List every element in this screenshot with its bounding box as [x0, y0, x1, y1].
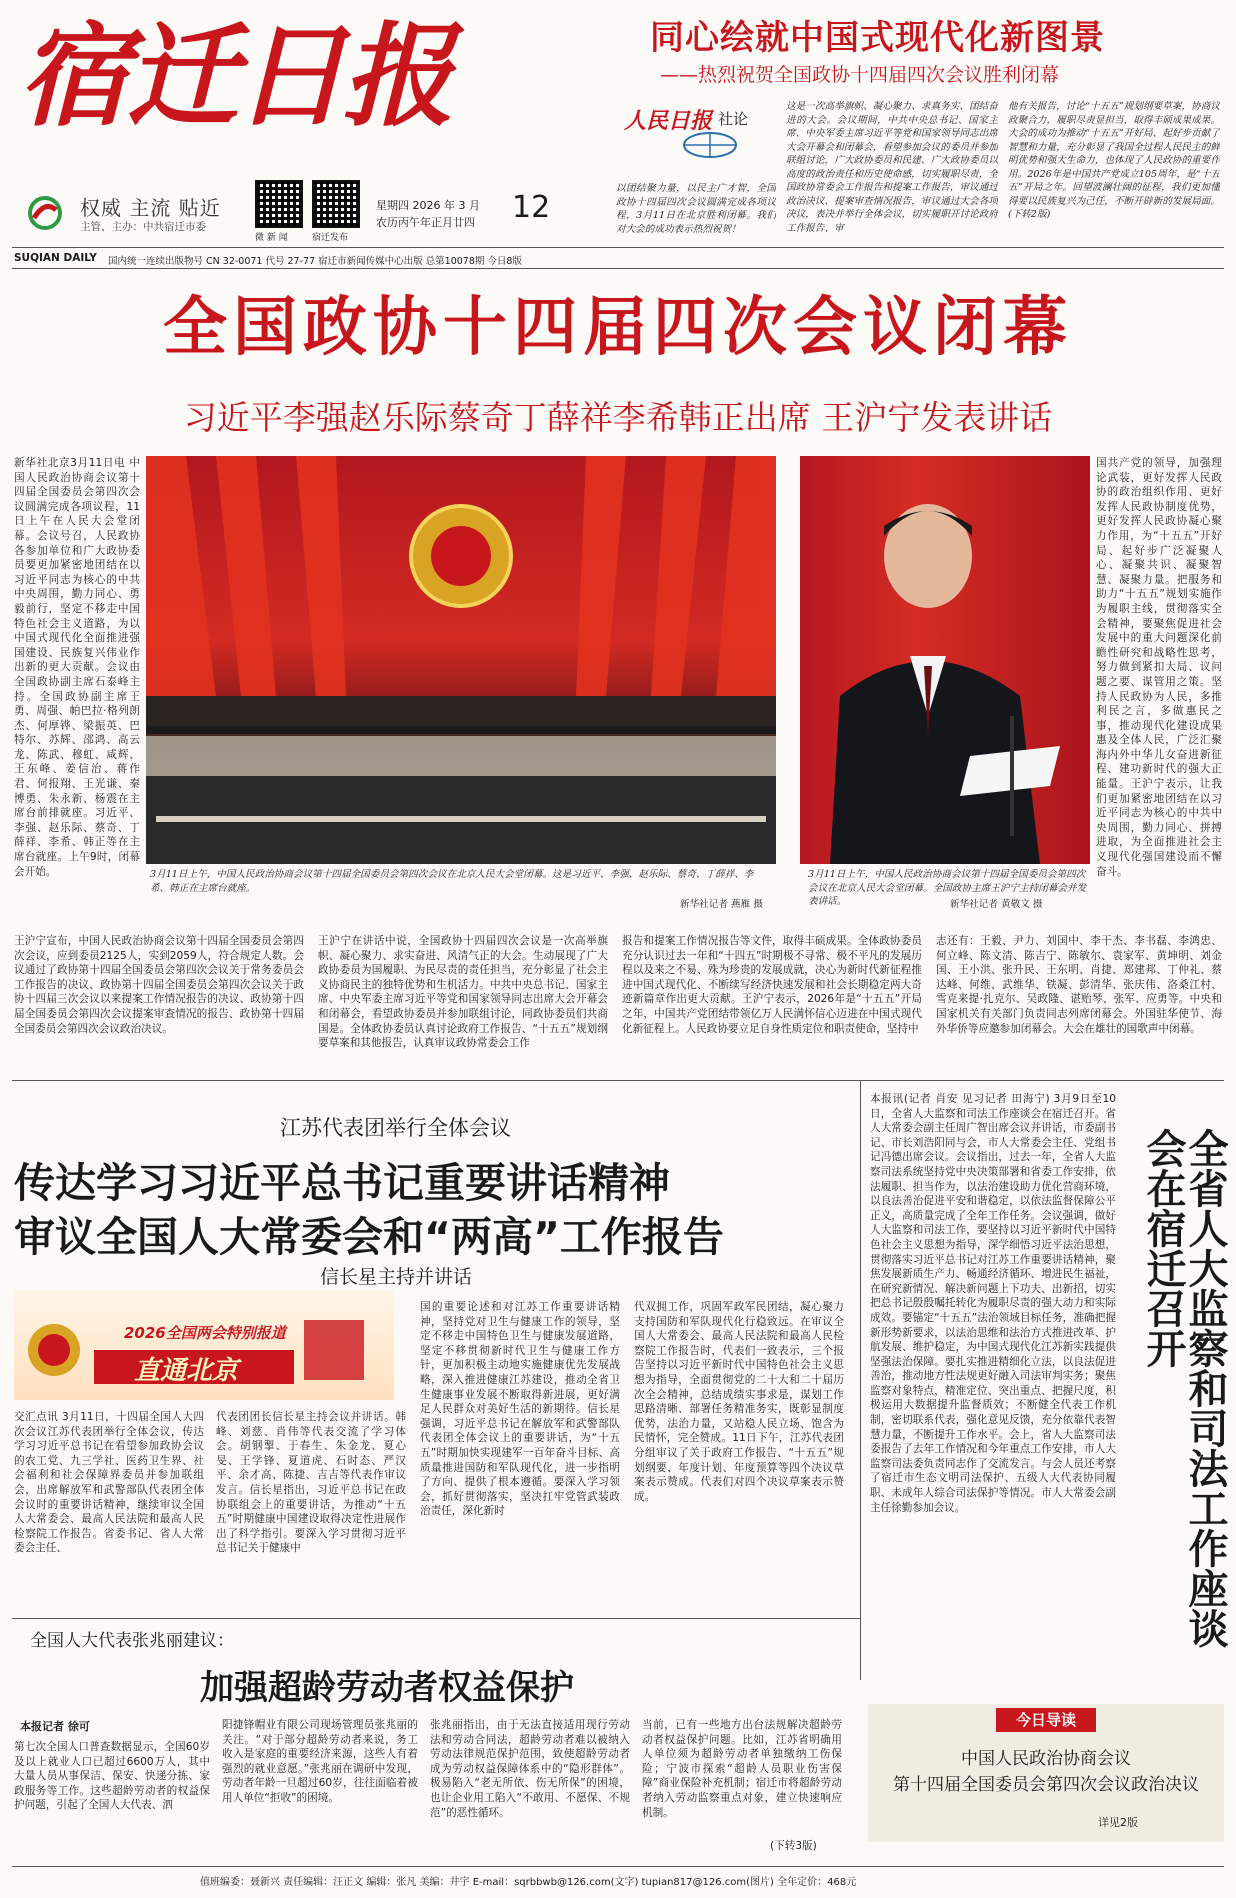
zhang-headline: 加强超龄劳动者权益保护: [200, 1668, 574, 1708]
guide-line1: 中国人民政治协商会议: [961, 1749, 1131, 1769]
jiangsu-col2: 代表团团长信长星主持会议并讲话。韩峰、刘慈、肖伟等代表交流了学习体会。胡钢掣、于春生、朱金龙、夏心旻、王学锋、夏道虎、石时态、严汉平、余才高、陈捷、吉吉等代表作审议发言。信长星指出，习近平总书记在政协联组会上的重要讲话，为推动“十五五”时期健康中国建设取得决定性进展作出了科学指引。要深入学习贯彻习近平总书记关于健康中: [216, 1411, 406, 1555]
newspaper-title: 宿迁日报: [18, 11, 450, 142]
divider: [12, 247, 1224, 248]
main-headline: 全国政协十四届四次会议闭幕: [163, 291, 1073, 365]
jiangsu-col1: 交汇点讯 3月11日，十四届全国人大四次会议江苏代表团举行全体会议，传达学习习近平总书记在看望参加政协会议的农工党、九三学社、医药卫生界、社会福利和社会保障界委员并参加联组会，出席解放军和武警部队代表团全体会议时的重要讲话精神，继续审议全国人大常委会、最高人民法院和最高人民检察院工作报告。省委书记、省人大常委会主任、: [14, 1411, 204, 1555]
divider: [12, 1866, 1224, 1867]
zhang-col2: 阳捷锋帽业有限公司现场管理员张兆丽的关注。“对于部分超龄劳动者来说，务工收入是家庭的重要经济来源，这些人有着强烈的就业意愿。”张兆丽在调研中发现，劳动者年龄一旦超过60岁，往往面临着被用人单位“拒收”的困境。: [222, 1719, 418, 1804]
publication-info: 国内统一连续出版物号 CN 32-0071 代号 27-77 宿迁市新闻传媒中心出版 总第10078期 今日8版: [108, 256, 522, 267]
zhang-col1: 第七次全国人口普查数据显示，全国60岁及以上就业人口已超过6600万人，其中大量人员从事保洁、保安、快递分拣、家政服务等工作。这些超龄劳动者的权益保护问题，引起了全国人大代表、泗: [14, 1741, 210, 1812]
photo-speaker: [800, 456, 1090, 864]
divider: [12, 1080, 1224, 1081]
slogan-logo-icon: [28, 196, 62, 230]
special-report-logo: [14, 1290, 394, 1400]
banner-headline: 同心绘就中国式现代化新图景: [650, 18, 1105, 58]
main-story-col2: 王沪宁在讲话中说，全国政协十四届四次会议是一次高举旗帜、凝心聚力、求实奋进、风清气正的大会。生动展现了广大政协委员为国履职、为民尽责的责任担当，充分彰显了社会主义协商民主的独特优势和生机活力。中共中央总书记、国家主席、中央军委主席习近平等党和国家领导同志出席大会开幕会和闭幕会，看望政协委员并参加联组讨论，同政协委员们共商国是。全体政协委员认真讨论政府工作报告、“十五五”规划纲要草案和其他报告，认真审议政协常委会工作: [318, 935, 608, 1050]
jiangsu-headline-1: 传达学习习近平总书记重要讲话精神: [14, 1159, 670, 1207]
main-story-col4: 志还有：王毅、尹力、刘国中、李干杰、李书磊、李鸿忠、何立峰、陈文清、陈吉宁、陈敏尔、袁家军、黄坤明、刘金国、王小洪、张升民、王东明、肖捷、郑建邦、丁仲礼、蔡达峰、何维、武维华、铁凝、彭清华、张庆伟、洛桑江村、雪克来提·扎克尔、吴政隆、谌贻琴、张军、应勇等。中央和国家机关有关部门负责同志列席闭幕会。外国驻华使节、海外华侨等应邀参加闭幕会。大会在雄壮的国歌声中闭幕。: [936, 935, 1222, 1035]
divider: [12, 1618, 860, 1619]
jiangsu-kicker: 江苏代表团举行全体会议: [280, 1116, 511, 1140]
date-line: 星期四 2026 年 3 月: [376, 199, 480, 212]
guide-see-page-link[interactable]: 详见2版: [1098, 1816, 1138, 1829]
editorial-col1: 以团结聚力量，以民主广才智，全国政协十四届四次会议圆满完成各项议程，3月11日在北京胜利闭幕。我们对大会的成功表示热烈祝贺！: [616, 183, 776, 235]
sponsor: 主管、主办：中共宿迁市委: [80, 221, 206, 233]
special-report-title: 2026全国两会特别报道: [124, 1324, 286, 1342]
special-report-brand: 直通北京: [134, 1356, 239, 1386]
english-name: SUQIAN DAILY: [14, 252, 97, 264]
photo-caption-left: 3月11日上午，中国人民政治协商会议第十四届全国委员会第四次会议在北京人民大会堂闭幕。这是习近平、李强、赵乐际、蔡奇、丁薛祥、李希、韩正在主席台就座。: [150, 869, 754, 894]
editorial-label: 社论: [718, 110, 749, 128]
supervision-headline: 全省人大监察和司法工作座谈会在宿迁召开: [1140, 1128, 1228, 1648]
jiangsu-col4: 代双拥工作，巩固军政军民团结，凝心聚力支持国防和军队现代化行稳致远。在审议全国人大常委会、最高人民法院和最高人民检察院工作报告时，代表们一致表示，三个报告坚持以习近平新时代中国特色社会主义思想为指导，全面贯彻党的二十大和二十届历次全会精神，总结成绩实事求是，谋划工作思路清晰、部署任务精准务实，既彰显制度优势，法治力量，又站稳人民立场、饱含为民情怀，完全赞成。11日下午，江苏代表团分组审议了关于政府工作报告、“十五五”规划纲要、年度计划、年度预算等四个决议草案表示赞成。代表们对四个决议草案表示赞成。: [634, 1301, 844, 1503]
jiangsu-headline-2: 审议全国人大常委会和“两高”工作报告: [14, 1213, 724, 1261]
lunar-date: 农历丙午年正月廿四: [376, 216, 475, 229]
footer-credits: 值班编委：聂新兴 责任编辑：汪正文 编辑：张凡 美编：井宇 E-mail：sqrbbwb@126.com(文字) tupian817@126.com(图片) 全年定价：468元: [200, 1877, 857, 1888]
editorial-source: 人民日报: [624, 108, 713, 134]
editorial-col2: 这是一次高举旗帜、凝心聚力、求真务实、团结奋进的大会。会议期间，中共中央总书记、国家主席、中央军委主席习近平等党和国家领导同志出席大会开幕会和闭幕会，看望参加会议的委员并参加联组讨论，广大政协委员和民建、广大政协委员以高度的政治责任和历史使命感，切实履职尽责，全国政协常委会工作报告和提案工作报告，审议通过政治决议、提案审查情况报告，审议通过大会各项决议，表决并举行全体会议，切实履职开讨论政府工作报告、审: [786, 101, 998, 234]
today-guide: [868, 1704, 1224, 1842]
qr-code-icon: [312, 180, 360, 228]
main-story-col1: 王沪宁宣布，中国人民政治协商会议第十四届全国委员会第四次会议，应到委员2125人，实到2059人，符合规定人数。会议通过了政协第十四届全国委员会第四次会议关于常务委员会工作报告的决议、政协第十四届全国委员会第四次会议关于政协十四届三次会议以来提案工作情况报告的决议、政协第十四届全国委员会第四次会议提案审查情况的报告、政协第十四届全国委员会第四次会议政治决议。: [14, 935, 304, 1035]
zhang-col4: 当前，已有一些地方出台法规解决超龄劳动者权益保护问题。比如，江苏省明确用人单位须为超龄劳动者单独缴纳工伤保险；宁波市探索“超龄人员职业伤害保障”商业保险补充机制；宿迁市将超龄劳动者纳入劳动监察重点对象，建立快速响应机制。: [642, 1719, 842, 1819]
zhang-kicker: 全国人大代表张兆丽建议：: [30, 1631, 234, 1651]
slogan: 权威 主流 贴近: [80, 196, 221, 220]
qr-code-icon: [255, 180, 303, 228]
main-subheadline: 习近平李强赵乐际蔡奇丁薛祥李希韩正出席 王沪宁发表讲话: [183, 398, 1053, 437]
divider: [860, 1080, 861, 1680]
qr-label: 宿迁发布: [312, 233, 349, 243]
photo-credit-left: 新华社记者 燕雁 摄: [680, 899, 763, 910]
banner-subheadline: ——热烈祝贺全国政协十四届四次会议胜利闭幕: [660, 64, 1060, 86]
photo-credit-right: 新华社记者 黄敬文 摄: [950, 899, 1043, 910]
jiangsu-subheadline: 信长星主持并讲话: [320, 1266, 473, 1288]
divider: [12, 268, 1224, 269]
main-story-col3: 报告和提案工作情况报告等文件，取得丰硕成果。全体政协委员充分认识过去一年和“十四五”时期极不寻常、极不平凡的发展历程以及来之不易、殊为珍贵的发展成就，决心为新时代新征程推进中国式现代化、不断续写经济快速发展和社会长期稳定两大奇迹新篇章作出更大贡献。王沪宁表示，2026年是“十五五”开局之年，中国共产党团结带领亿万人民满怀信心迈进在中国式现代化新征程上。人民政协要立足自身性质定位和职责使命，坚持中: [622, 935, 922, 1035]
guide-line2: 第十四届全国委员会第四次会议政治决议: [893, 1775, 1199, 1795]
main-story-right-column: 国共产党的领导，加强理论武装，更好发挥人民政协的政治组织作用、更好发挥人民政协制度优势，更好发挥人民政协凝心聚力作用，为“十五五”开好局、起好步广泛凝聚人心、凝聚共识、凝聚智慧、凝聚力量。把服务和助力“十五五”规划实施作为履职主线，贯彻落实全会精神，要聚焦促进社会发展中的重大问题深化前瞻性研究和战略性思考，努力做到紧扣大局、议问题之要、谋管用之策。坚持人民政协为人民，多推利民之言，多做惠民之事，推动现代化建设成果惠及全体人民，广泛汇聚海内外中华儿女奋进新征程、建功新时代的强大正能量。王沪宁表示，让我们更加紧密地团结在以习近平同志为核心的中共中央周围，勤力同心、拼搏进取，为全面推进社会主义现代化强国建设而不懈奋斗。: [1096, 457, 1222, 878]
globe-icon: [680, 130, 740, 160]
guide-title: 今日导读: [996, 1708, 1096, 1732]
day-number: 12: [512, 190, 551, 225]
zhang-continued: (下转3版): [770, 1840, 817, 1852]
editorial-col3: 他有关报告，讨论“十五五”规划纲要草案，协商议政聚合力，履职尽责显担当，取得丰硕成果成果。大会的成功为推动“十五五”开好局、起好步贡献了智慧和力量，充分彰显了我国全过程人民民主的鲜明优势和强大生命力，也体现了人民政协的重要作用。2026年是中国共产党成立105周年，是“十五五”开局之年。回望波澜壮阔的征程，我们更加懂得要以民族复兴为己任，不断开辟新的发展局面。(下转2版): [1008, 101, 1220, 220]
editorial: [610, 96, 1224, 242]
zhang-byline: 本报记者 徐可: [20, 1720, 90, 1733]
main-story-left-column: 新华社北京3月11日电 中国人民政治协商会议第十四届全国委员会第四次会议圆满完成各项议程，11日上午在人民大会堂闭幕。会议号召，人民政协各参加单位和广大政协委员要更加紧密地团结在以习近平同志为核心的中共中央周围，勤力同心、勇毅前行，坚定不移走中国特色社会主义道路，为以中国式现代化全面推进强国建设、民族复兴伟业作出新的更大贡献。会议由全国政协副主席石泰峰主持。全国政协副主席王勇、周强、帕巴拉·格列朗杰、何厚铧、梁振英、巴特尔、苏辉、邵鸿、高云龙、陈武、穆虹、咸辉、王东峰、姜信治、蒋作君、何报翔、王光谦、秦博勇、朱永新、杨震在主席台前排就座。习近平、李强、赵乐际、蔡奇、丁薛祥、李希、韩正等在主席台就座。上午9时，闭幕会开始。: [14, 457, 140, 878]
photo-caption-right: 3月11日上午，中国人民政治协商会议第十四届全国委员会第四次会议在北京人民大会堂闭幕。全国政协主席王沪宁主持闭幕会并发表讲话。: [808, 869, 1087, 907]
jiangsu-col3: 国的重要论述和对江苏工作重要讲话精神，坚持党对卫生与健康工作的领导，坚定不移走中国特色卫生与健康发展道路，坚定不移贯彻新时代卫生与健康工作方针，更加积极主动地实施健康优先发展战略，深入推进健康江苏建设，推动全省卫生健康事业发展不断取得新进展，更好满足人民群众对美好生活的新期待。信长星强调，习近平总书记在解放军和武警部队代表团全体会议上的重要讲话，为“十五五”时期加快实现建军一百年奋斗目标、高质量推进国防和军队现代化，进一步指明了方向、提供了根本遵循。要深入学习领会，抓好贯彻落实，坚决扛牢党管武装政治责任，深化新时: [420, 1301, 620, 1518]
qr-label: 微 新 闻: [255, 233, 288, 243]
photo-assembly-hall: [146, 456, 776, 864]
supervision-body: 本报讯(记者 肖安 见习记者 田海宁) 3月9日至10日，全省人大监察和司法工作座谈会在宿迁召开。省人大常委会副主任周广智出席会议并讲话，市委副书记、市长刘浩阳同与会，市人大常委会主任、党组书记冯德出席会议。会议指出，过去一年，全省人大监察司法系统坚持党中央决策部署和省委工作安排，依法履职、担当作为，以法治建设助力优化营商环境，以良法善治促进平安和谐稳定，以依法监督保障公平正义，高质量完成了全年工作任务。会议强调，做好人大监察和司法工作，要坚持以习近平新时代中国特色社会主义思想为指导，深学细悟习近平法治思想，贯彻落实习近平总书记对江苏工作重要讲话精神，聚焦发展新质生产力、畅通经济循环、增进民生福祉，在研究新情况、解决新问题上下功夫、出新招，切实把总书记殷殷嘱托转化为履职尽责的强大动力和实际成效。要锚定“十五五”法治领域目标任务，准确把握新形势新要求，以法治思维和法治方式推进改革、护航发展、维护稳定，为中国式现代化江苏新实践提供坚强法治保障。要扎实推进精细化立法，以良法促进善治，推动地方性法规更好融入司法审判实务；聚焦监察对象特点，精准定位、突出重点、把握尺度，积极运用大数据提升监督质效；不断健全代表工作机制，密切联系代表，强化意见反馈，充分依靠代表智慧力量，不断提升工作水平。会上，省人大监察司法委报告了去年工作情况和今年重点工作安排，市人大监察司法委负责同志作了交流发言。与会人员还考察了宿迁市生态文明司法保护、五级人大代表协同履职、未成年人综合司法保护等情况。市人大常委会副主任徐勤参加会议。: [870, 1093, 1116, 1514]
zhang-col3: 张兆丽指出，由于无法直接适用现行劳动法和劳动合同法，超龄劳动者难以被纳入劳动法律规范保护范围，致使超龄劳动者成为劳动权益保障体系中的“隐形群体”。极易陷入“老无所依、伤无所保”的困境，也让企业用工陷入“不敢用、不愿保、不规范”的恶性循环。: [430, 1719, 630, 1819]
